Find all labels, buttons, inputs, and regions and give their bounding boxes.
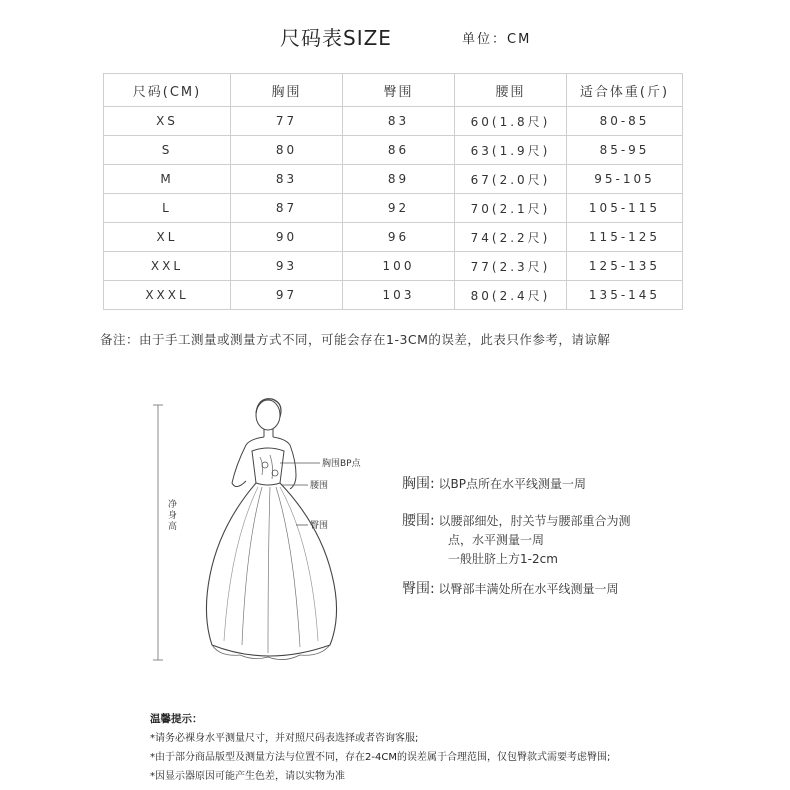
bust-text: 以BP点所在水平线测量一周 [438, 477, 587, 491]
cell-weight: 125-135 [567, 252, 683, 281]
cell-size: S [104, 136, 231, 165]
size-table [103, 73, 683, 310]
cell-size: XXXL [104, 281, 231, 310]
tip-item: *由于部分商品版型及测量方法与位置不同，存在2-4CM的误差属于合理范围，仅包臀款式需要考虑臀围; [150, 752, 611, 763]
unit-label: 单位：CM [462, 32, 532, 47]
cell-weight: 85-95 [567, 136, 683, 165]
table-header-row [104, 74, 683, 107]
cell-hip: 96 [343, 223, 455, 252]
tips-heading: 温馨提示： [150, 713, 203, 725]
cell-weight: 95-105 [567, 165, 683, 194]
cell-bust: 83 [231, 165, 343, 194]
waist-label: 腰围 [310, 481, 329, 491]
page-title: 尺码表SIZE [280, 26, 392, 50]
cell-hip: 92 [343, 194, 455, 223]
cell-weight: 135-145 [567, 281, 683, 310]
disclaimer-note: 备注：由于手工测量或测量方式不同，可能会存在1-3CM的误差，此表只作参考，请谅解 [100, 332, 611, 347]
table-row [104, 107, 683, 136]
table-row [104, 281, 683, 310]
waist-line-3: 一般肚脐上方1-2cm [448, 552, 558, 566]
bust-key: 胸围: [402, 476, 435, 492]
waist-line-2: 点，水平测量一周 [448, 533, 545, 547]
cell-size: L [104, 194, 231, 223]
waist-key: 腰围: [402, 513, 435, 529]
cell-weight: 105-115 [567, 194, 683, 223]
hip-description [402, 580, 619, 599]
waist-line-1: 以腰部细处，肘关节与腰部重合为测 [438, 514, 631, 528]
cell-bust: 80 [231, 136, 343, 165]
waist-description [402, 512, 631, 569]
cell-size: XS [104, 107, 231, 136]
cell-bust: 77 [231, 107, 343, 136]
header-bust: 胸围 [231, 74, 343, 107]
table-row [104, 165, 683, 194]
cell-hip: 86 [343, 136, 455, 165]
cell-weight: 115-125 [567, 223, 683, 252]
cell-hip: 83 [343, 107, 455, 136]
cell-hip: 103 [343, 281, 455, 310]
hip-key: 臀围: [402, 581, 435, 597]
cell-size: M [104, 165, 231, 194]
cell-waist: 67(2.0尺) [455, 165, 567, 194]
cell-waist: 74(2.2尺) [455, 223, 567, 252]
header-weight: 适合体重(斤) [567, 74, 683, 107]
hip-label: 臀围 [310, 521, 329, 531]
cell-waist: 80(2.4尺) [455, 281, 567, 310]
cell-hip: 100 [343, 252, 455, 281]
height-label: 净 身 高 [168, 500, 178, 532]
tip-item: *请务必裸身水平测量尺寸，并对照尺码表选择或者咨询客服; [150, 733, 419, 744]
header-hip: 臀围 [343, 74, 455, 107]
cell-size: XXL [104, 252, 231, 281]
cell-waist: 63(1.9尺) [455, 136, 567, 165]
cell-waist: 77(2.3尺) [455, 252, 567, 281]
cell-waist: 60(1.8尺) [455, 107, 567, 136]
dress-figure-illustration [150, 395, 385, 665]
tip-item: *因显示器原因可能产生色差，请以实物为准 [150, 771, 345, 782]
cell-bust: 97 [231, 281, 343, 310]
table-row [104, 136, 683, 165]
table-row [104, 194, 683, 223]
header-size: 尺码(CM) [104, 74, 231, 107]
bust-description [402, 475, 586, 494]
cell-hip: 89 [343, 165, 455, 194]
hip-text: 以臀部丰满处所在水平线测量一周 [438, 582, 619, 596]
tips-section [150, 710, 610, 786]
header-waist: 腰围 [455, 74, 567, 107]
cell-waist: 70(2.1尺) [455, 194, 567, 223]
cell-bust: 87 [231, 194, 343, 223]
cell-size: XL [104, 223, 231, 252]
table-row [104, 223, 683, 252]
cell-weight: 80-85 [567, 107, 683, 136]
bust-bp-label: 胸围BP点 [322, 459, 361, 469]
table-row [104, 252, 683, 281]
cell-bust: 93 [231, 252, 343, 281]
cell-bust: 90 [231, 223, 343, 252]
